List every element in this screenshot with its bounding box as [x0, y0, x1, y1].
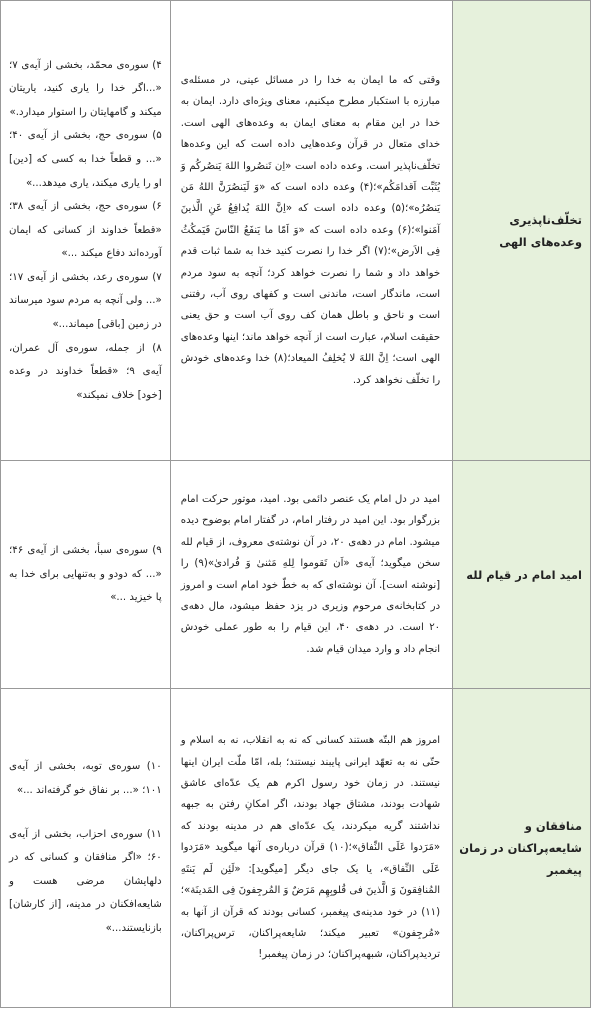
- row-body: امید در دل امام یک عنصر دائمی بود. امید، موتور حرکت امام بزرگوار بود. این امید در رفتار امام، در گفتار امام بوضوح دیده میشود. امام در دهه‌ی ۲۰، در آن نوشته‌ی معروف، از قیام لله سخن میگوید؛ آیه‌ی «اَن تَقوموا لِلهِ مَثنیٰ وَ فُرادیٰ»(۹) را [نوشته است]. آن نوشته‌ای که به خطّ خود امام است و امروز در کتابخانه‌ی مرحوم وزیری در یزد حفظ میشود، مال دهه‌ی ۲۰ است. در دهه‌ی ۴۰، این قیام را به طور عملی خودش انجام داد و وارد میدان قیام شد.: [170, 461, 452, 689]
- footnote: ۵) سوره‌ی حج، بخشی از آیه‌ی ۴۰؛ «... و قطعاً خدا به کسی که [دین] او را یاری میکند، یاری میدهد...»: [9, 130, 162, 189]
- footnote: ۱۰) سوره‌ی توبه، بخشی از آیه‌ی ۱۰۱؛ «... بر نفاق خو گرفته‌اند ...»: [9, 761, 162, 797]
- footnote: ۷) سوره‌ی رعد، بخشی از آیه‌ی ۱۷؛ «... ولی آنچه به مردم سود میرساند در زمین [باقی] میماند...»: [9, 271, 162, 331]
- row-footnotes: [1, 461, 171, 689]
- footnote: ۶) سوره‌ی حج، بخشی از آیه‌ی ۳۸؛ «قطعاً خداوند از کسانی که ایمان آورده‌اند دفاع میکند ...»: [9, 201, 162, 260]
- table-row: [1, 689, 591, 1008]
- row-body: وقتی که ما ایمان به خدا را در مسائل عینی، در مسئله‌ی مبارزه با استکبار مطرح میکنیم، معنای ویژه‌ای دارد. ایمان به خدا در این مقام به معنای ایمان به وعده‌های الهی است. خدای متعال در قرآن وعده‌هایی داده است که این وعده‌ها تخلّف‌ناپذیر است. وعده داده است «اِن تَنصُروا اللهَ یَنصُرکُم وَ یُثَبِّت اَقدامَکُم»؛(۴) وعده داده است که «وَ لَیَنصُرَنَّ اللهُ مَن یَنصُرُه»؛(۵) وعده داده است که «اِنَّ اللهَ یُدافِعُ عَنِ الَّذینَ آمَنوا»؛(۶) وعده داده است که «وَ اَمّا ما یَنفَعُ النّاسَ فَیَمکُثُ فِی الاَرض»؛(۷) اگر خدا را نصرت کنید خدا به شما ثبات قدم خواهد داد و شما را نصرت خواهد کرد؛ آنچه به سود مردم است، ماندگار است، ماندنی است و کفهای روی آب، رفتنی است و ناحق و باطل همان کف روی آب است و حق یعنی حقیقت اسلام، عبارت است از آنچه خواهد ماند؛ اینها وعده‌های الهی است؛ اِنَّ اللهَ لا یُخلِفُ المیعاد؛(۸) خدا وعده‌های خودش را تخلّف نخواهد کرد.: [170, 1, 452, 461]
- table-row: [1, 1, 591, 461]
- row-footnotes: [1, 1, 171, 461]
- table-row: [1, 461, 591, 689]
- footnote: ۴) سوره‌ی محمّد، بخشی از آیه‌ی ۷؛ «...اگر خدا را یاری کنید، یاریتان میکند و گامهایتان را استوار میدارد.»: [9, 59, 162, 118]
- row-footnotes: [1, 689, 171, 1008]
- row-topic: منافقان و شایعه‌پراکنان در زمان پیغمبر: [453, 689, 591, 1008]
- row-body: امروز هم البتّه هستند کسانی که نه به انقلاب، نه به اسلام و حتّی نه به تعهّد ایرانی پایبند نیستند؛ بله، امّا ملّت ایران اینها نیستند. در زمان خود رسول اکرم هم یک عدّه‌ای عاشق شهادت بودند، مشتاق جهاد بودند، اگر امکانِ رفتن به جبهه نداشتند گریه میکردند، یک عدّه‌ای هم در مدینه بودند که «مَرَدوا عَلَی النِّفاق»؛(۱۰) قرآن درباره‌ی آنها میگوید «مَرَدوا عَلَی النِّفاق»، یا یک جای دیگر [میگوید]: «لَئِن لَم یَنتَهِ المُنافِقونَ وَ الَّذینَ فی قُلوبِهِم مَرَضٌ وَ المُرجِفونَ فِی المَدینَة»؛(۱۱) در خود مدینه‌ی پیغمبر، کسانی بودند که قرآن از آنها به «مُرجِفون» تعبیر میکند؛ شایعه‌پراکنان، ترس‌پراکنان، تردیدپراکنان، شبهه‌پراکنان؛ در زمان پیغمبر!: [170, 689, 452, 1008]
- row-topic: امید امام در قیام لله: [453, 461, 591, 689]
- footnote: ۹) سوره‌ی سبأ، بخشی از آیه‌ی ۴۶؛ «... که دودو و به‌تنهایی برای خدا به پا خیزید ...»: [9, 545, 162, 604]
- row-topic: تخلّف‌ناپذیری وعده‌های الهی: [453, 1, 591, 461]
- footnote: ۱۱) سوره‌ی احزاب، بخشی از آیه‌ی ۶۰؛ «اگر منافقان و کسانی که در دلهایشان مرضی هست و شایعه‌افکنان در مدینه، [از کارشان] بازنایستند...»: [9, 828, 162, 934]
- footnote: ۸) از جمله، سوره‌ی آل عمران، آیه‌ی ۹؛ «قطعاً خداوند در وعده [خود] خلاف نمیکند»: [9, 342, 162, 401]
